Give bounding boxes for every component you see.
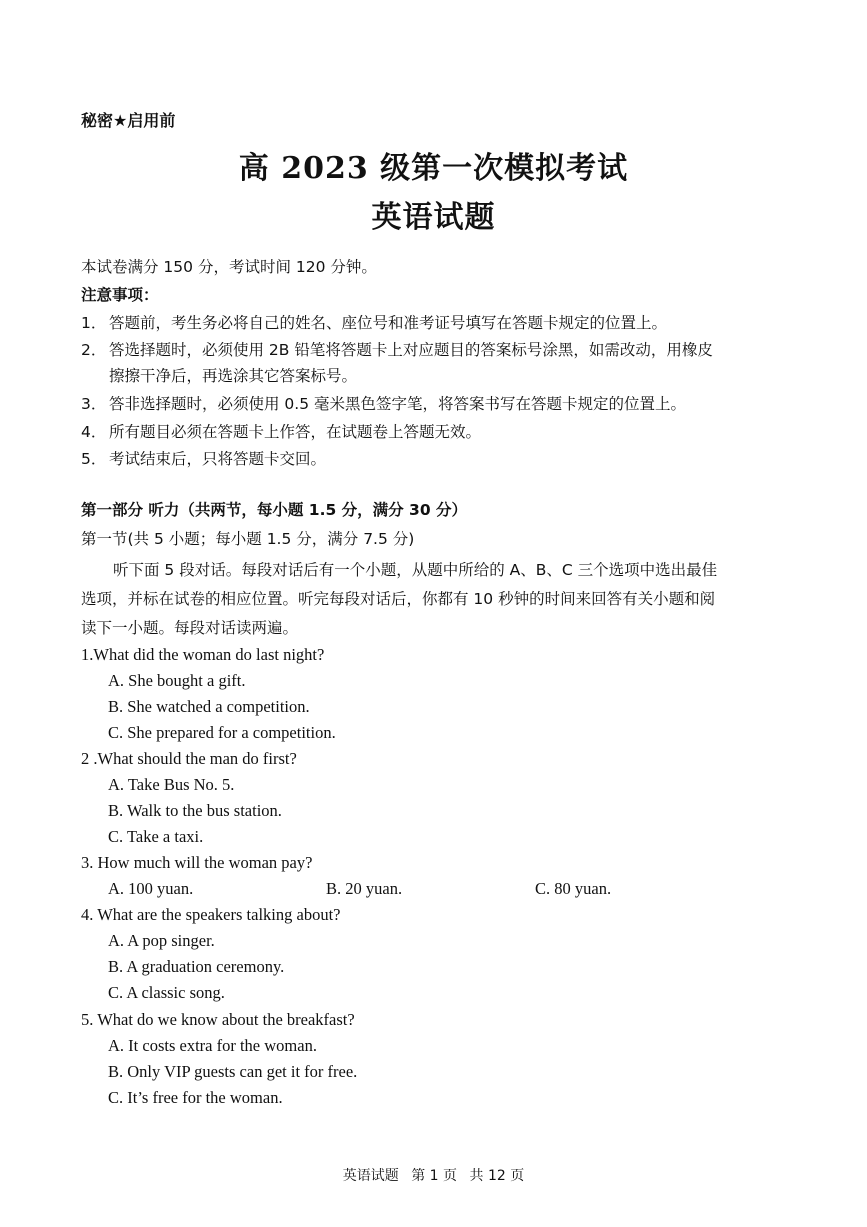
notice-text: 考试结束后，只将答题卡交回。 xyxy=(109,450,327,468)
score-time-note: 本试卷满分 150 分，考试时间 120 分钟。 xyxy=(81,258,377,276)
instruction-line: 选项，并标在试卷的相应位置。听完每段对话后，你都有 10 秒钟的时间来回答有关小题和阅 xyxy=(81,590,716,608)
notice-number: 1． xyxy=(81,314,107,332)
notice-item xyxy=(81,338,713,360)
answer-option: B. She watched a competition. xyxy=(108,697,310,716)
notice-item xyxy=(81,311,667,333)
exam-title: 高 2023 级第一次模拟考试 xyxy=(238,151,629,186)
notice-text: 答选择题时，必须使用 2B 铅笔将答题卡上对应题目的答案标号涂黑，如需改动，用橡皮 xyxy=(109,341,713,359)
question-stem: 5. What do we know about the breakfast? xyxy=(81,1010,355,1029)
notice-text: 答题前，考生务必将自己的姓名、座位号和准考证号填写在答题卡规定的位置上。 xyxy=(109,314,668,332)
footer-page-number: 第 1 页 xyxy=(411,1168,458,1184)
notice-number: 3． xyxy=(81,395,107,413)
instruction-line: 听下面 5 段对话。每段对话后有一个小题，从题中所给的 A、B、C 三个选项中选出最佳 xyxy=(113,561,718,579)
question-stem: 3. How much will the woman pay? xyxy=(81,853,313,872)
notice-item xyxy=(81,447,326,469)
answer-option: A. 100 yuan. xyxy=(108,879,194,898)
notice-heading: 注意事项： xyxy=(81,286,159,304)
part-heading: 第一部分 听力（共两节，每小题 1.5 分，满分 30 分） xyxy=(81,501,468,519)
answer-option: A. She bought a gift. xyxy=(108,671,246,690)
answer-option: C. A classic song. xyxy=(108,983,225,1002)
notice-number: 5． xyxy=(81,450,107,468)
answer-option: B. A graduation ceremony. xyxy=(108,957,285,976)
section-heading: 第一节(共 5 小题；每小题 1.5 分，满分 7.5 分) xyxy=(81,530,415,548)
notice-number: 4． xyxy=(81,423,107,441)
exam-subject-title: 英语试题 xyxy=(371,200,496,235)
notice-text: 所有题目必须在答题卡上作答，在试题卷上答题无效。 xyxy=(109,423,482,441)
answer-option: B. Only VIP guests can get it for free. xyxy=(108,1062,358,1081)
footer-total-pages: 共 12 页 xyxy=(469,1168,525,1184)
answer-option: C. She prepared for a competition. xyxy=(108,723,336,742)
answer-option: B. Walk to the bus station. xyxy=(108,801,282,820)
footer-subject: 英语试题 xyxy=(342,1168,399,1184)
question-stem: 4. What are the speakers talking about? xyxy=(81,905,341,924)
notice-item xyxy=(81,420,481,442)
notice-continuation: 擦擦干净后，再选涂其它答案标号。 xyxy=(109,367,358,385)
instruction-line: 读下一小题。每段对话读两遍。 xyxy=(81,619,299,637)
answer-option: C. Take a taxi. xyxy=(108,827,204,846)
answer-option: A. It costs extra for the woman. xyxy=(108,1036,317,1055)
answer-option: A. Take Bus No. 5. xyxy=(108,775,235,794)
answer-option: C. It’s free for the woman. xyxy=(108,1088,283,1107)
page-footer xyxy=(0,1165,867,1185)
answer-option: A. A pop singer. xyxy=(108,931,215,950)
notice-item xyxy=(81,392,686,414)
question-stem: 2 .What should the man do first? xyxy=(81,749,297,768)
question-stem: 1.What did the woman do last night? xyxy=(81,645,325,664)
answer-option: B. 20 yuan. xyxy=(326,879,403,898)
notice-number: 2． xyxy=(81,341,107,359)
secret-label: 秘密★启用前 xyxy=(81,111,176,130)
notice-text: 答非选择题时，必须使用 0.5 毫米黑色签字笔，将答案书写在答题卡规定的位置上。 xyxy=(109,395,687,413)
answer-option: C. 80 yuan. xyxy=(535,879,612,898)
